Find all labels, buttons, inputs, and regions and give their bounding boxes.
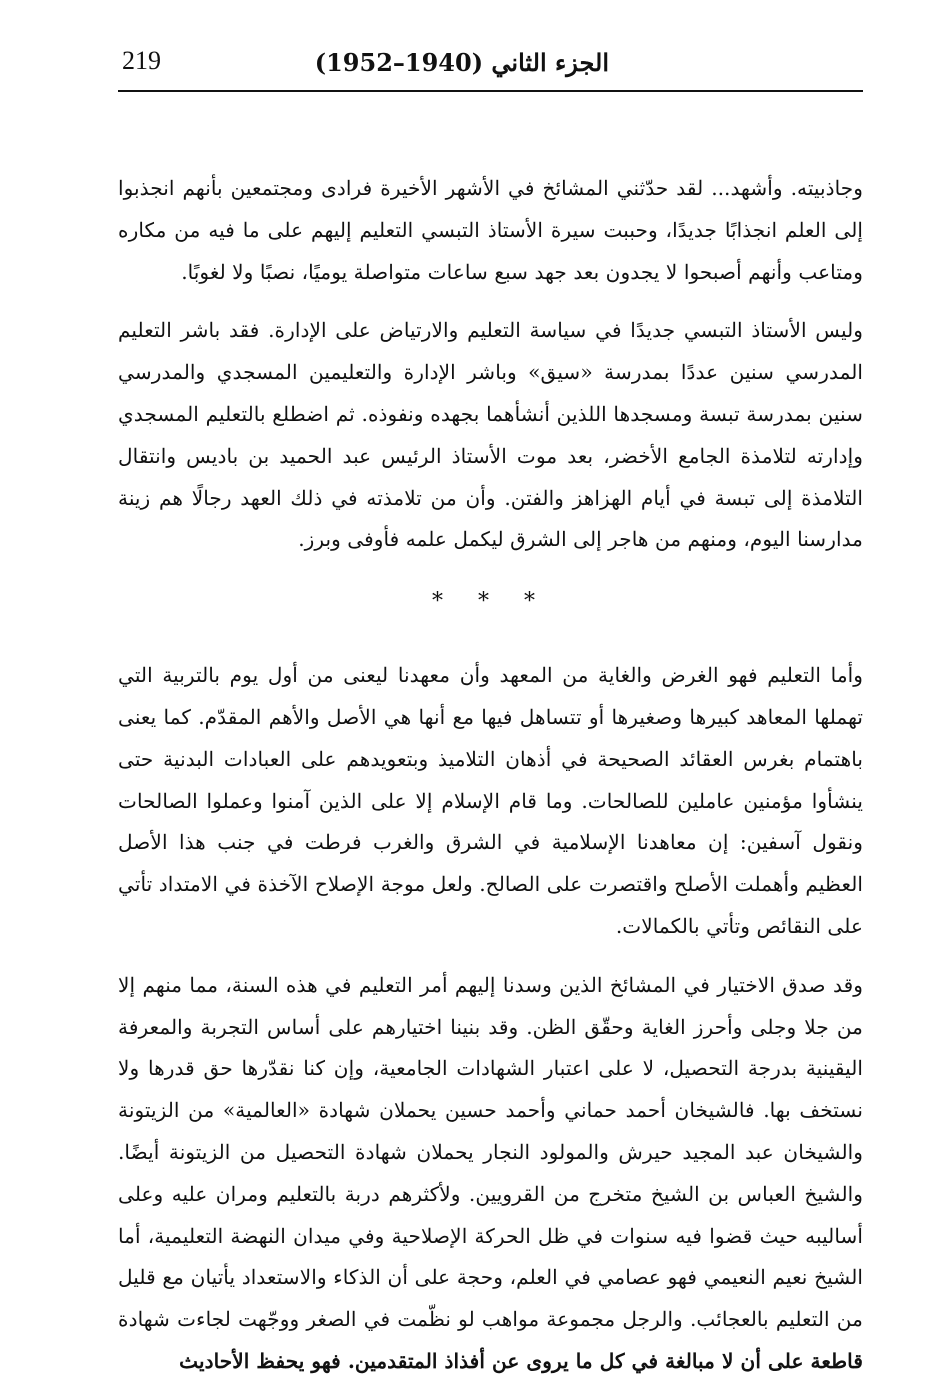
paragraph-3: وأما التعليم فهو الغرض والغاية من المعهد وأن معهدنا ليعنى من أول يوم بالتربية التي تهملها المعاهد كبيرها وصغيرها أو تتساهل فيها مع أنها هي الأصل والأهم المقدّم. كما يعنى باهتمام بغرس العقائد الصحيحة في أذهان التلاميذ وبتعويدهم على العبادات البدنية حتى ينشأوا مؤمنين عاملين للصالحات. وما قام الإسلام إلا على الذين آمنوا وعملوا الصالحات ونقول آسفين: إن معاهدنا الإسلامية في الشرق والغرب فرطت في جنب هذا الأصل العظيم وأهملت الأصلح واقتصرت على الصالح. ولعل موجة الإصلاح الآخذة في الامتداد تأتي على النقائص وتأتي بالكمالات. [118,663,863,938]
book-page [118,40,863,1380]
paragraph-4-bold-tail: قاطعة على أن لا مبالغة في كل ما يروى عن أفذاذ المتقدمين. فهو يحفظ الأحاديث [179,1348,863,1373]
section-separator: * * * [432,589,549,615]
paragraph-2: وليس الأستاذ التبسي جديدًا في سياسة التعليم والارتياض على الإدارة. فقد باشر التعليم المدرسي سنين عددًا بمدرسة «سيق» وباشر الإدارة والتعليمين المسجدي والمدرسي سنين بمدرسة تبسة ومسجدها اللذين أنشأهما بجهده ونفوذه. ثم اضطلع بالتعليم المسجدي وإدارته لتلامذة الجامع الأخضر، بعد موت الأستاذ الرئيس عبد الحميد بن باديس وانتقال التلامذة إلى تبسة في أيام الهزاهز والفتن. وأن من تلامذته في ذلك العهد رجالًا هم زينة مدارسنا اليوم، ومنهم من هاجر إلى الشرق ليكمل علمه فأوفى وبرز. [118,318,863,552]
running-title: الجزء الثاني (1940–1952) [314,48,609,77]
paragraph-4 [118,965,863,1383]
page-number: 219 [122,46,161,75]
paragraph-4-text: وقد صدق الاختيار في المشائخ الذين وسدنا إليهم أمر التعليم في هذه السنة، مما منهم إلا من جلا وجلى وأحرز الغاية وحقّق الظن. وقد بنينا اختيارهم على أساس التجربة والمعرفة اليقينية بدرجة التحصيل، لا على اعتبار الشهادات الجامعية، وإن كنا نقدّرها حق قدرها ولا نستخف بها. فالشيخان أحمد حماني وأحمد حسين يحملان شهادة «العالمية» من الزيتونة والشيخان عبد المجيد حيرش والمولود النجار يحملان شهادة التحصيل من الزيتونة أيضًا. والشيخ العباس بن الشيخ متخرج من القرويين. ولأكثرهم دربة بالتعليم ومران عليه وعلى أساليبه حيث قضوا فيه سنوات في ظل الحركة الإصلاحية وفي ميدان النهضة التعليمية، أما الشيخ نعيم النعيمي فهو عصامي في العلم، وحجة على أن الذكاء والاستعداد يأتيان مع قليل من التعليم بالعجائب. والرجل مجموعة مواهب لو نظّمت في الصغر ووجّهت لجاءت شهادة [118,972,863,1332]
page-header [118,40,863,92]
paragraph-1: وجاذبيته. وأشهد... لقد حدّثني المشائخ في الأشهر الأخيرة فرادى ومجتمعين بأنهم انجذبوا إلى العلم انجذابًا جديدًا، وحببت سيرة الأستاذ التبسي التعليم إليهم على ما فيه من مكاره ومتاعب وأنهم أصبحوا لا يجدون بعد جهد سبع ساعات متواصلة يوميًا، نصبًا ولا لغوبًا. [118,176,863,284]
body-text [118,168,863,1383]
